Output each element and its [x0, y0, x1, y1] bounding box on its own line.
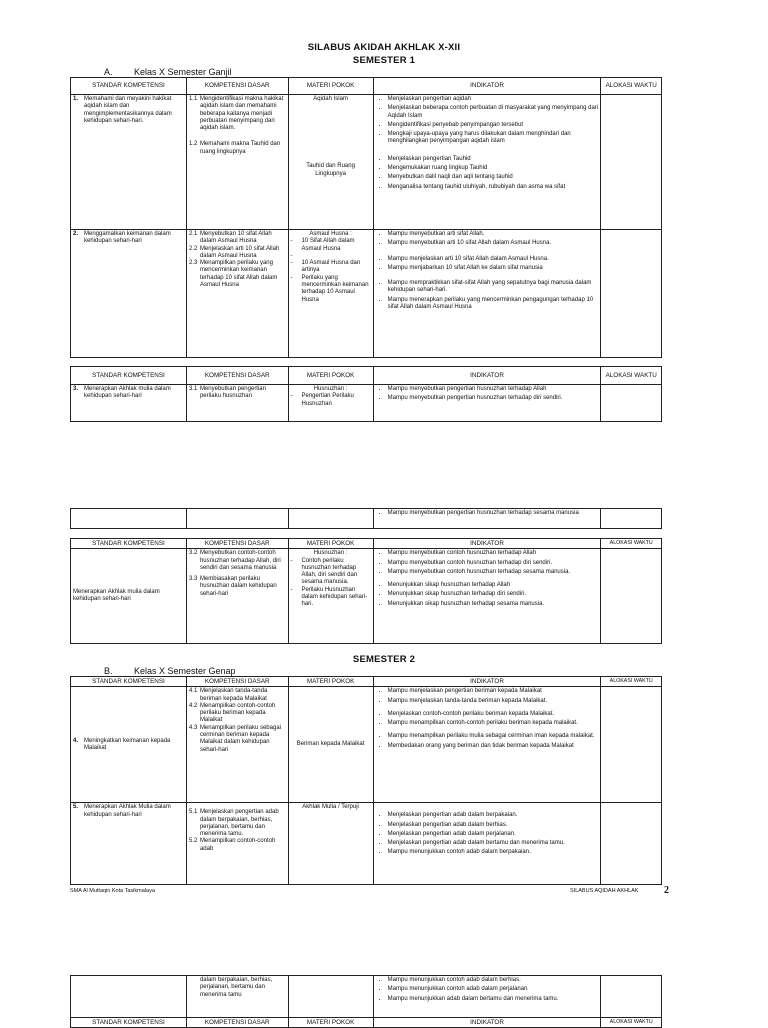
- ind-item: • Mampu menjelaskan tanda-tanda beriman kepada Malaikat.: [388, 698, 599, 705]
- header-kd: KOMPETENSI DASAR: [186, 539, 288, 549]
- ind-item: • Menganalisa tentang tauhid uluhiyah, rububiyah dan asma wa sifat: [388, 184, 599, 191]
- ind-cell: [373, 230, 601, 358]
- ind-item: • Mengidentifikasi penyebab penyimpangan tersebut: [388, 122, 599, 129]
- mp-head: Husnuzhan :: [313, 550, 348, 557]
- aw-cell: [601, 976, 662, 1018]
- header-kd: KOMPETENSI DASAR: [186, 367, 288, 385]
- doc-title: SILABUS AKIDAH AKHLAK X-XII: [307, 42, 461, 53]
- ind-item: • Mampu menyebutkan pengertian husnuzhan terhadap sesama manusia: [388, 510, 599, 517]
- ind-item: • Menjelaskan pengertian adab dalam berhias.: [388, 822, 599, 829]
- kd-text: Mengidentifikasi makna hakikat aqidah islam dan memahami beberapa kaitanya menjadi perbuatan menyimpang dari aqidah islam.: [199, 96, 284, 132]
- kd-text: Menyebutkan pengertian perilaku husnuzhan: [199, 386, 266, 400]
- sk-number: 5.: [73, 804, 79, 811]
- kd-text: dalam berpakaian, berhias, perjalanan, bertamu dan menerima tamu: [199, 977, 273, 998]
- sk-text: Menerapkan Akhlak mulia dalam kehidupan sehari-hari: [84, 386, 171, 400]
- mp-text: Beriman kepada Malaikat: [296, 741, 365, 748]
- ind-item: • Mampu menjelaskan pengertian beriman kepada Malaikat: [388, 688, 599, 695]
- mp-cell: [288, 687, 373, 803]
- kd-number: 1.1: [188, 96, 198, 102]
- table-row: [71, 230, 662, 358]
- section-b: [104, 666, 236, 676]
- header-ind: INDIKATOR: [373, 677, 601, 687]
- ind-item: • Mampu menyebutkan arti 10 sifat Allah dalam Asmaul Husna.: [388, 240, 599, 247]
- header-sk: STANDAR KOMPETENSI: [71, 1018, 187, 1028]
- ind-item: • Mampu menunjukkan contoh adab dalam berhias.: [388, 977, 599, 984]
- ind-item: • Menjelaskan pengertian adab dalam berpakaian.: [388, 812, 599, 819]
- syllabus-table-5: [70, 676, 662, 885]
- header-ind: INDIKATOR: [373, 367, 601, 385]
- kd-number: 2.2: [188, 245, 198, 252]
- section-a: [104, 67, 232, 77]
- kd-cell: [186, 230, 288, 358]
- mp-head: Husnuzhan :: [313, 386, 348, 392]
- semester-1-heading: SEMESTER 1: [352, 55, 416, 66]
- kd-text: Menampilkan contoh-contoh adab: [199, 838, 276, 852]
- ind-item: • Mampu menampilkan perilaku mulia sebagai cerminan iman kepada malaikat.: [388, 733, 599, 740]
- ind-item: • Mampu menampilkan contoh-contoh perilaku beriman kepada malaikat.: [388, 720, 599, 727]
- header-sk: STANDAR KOMPETENSI: [71, 78, 187, 95]
- ind-item: • Mengemukakan ruang lingkup Tauhid: [388, 165, 599, 172]
- sk-text: Menerapkan Akhlak mulia dalam kehidupan sehari-hari: [73, 589, 160, 603]
- header-aw: ALOKASI WAKTU: [601, 539, 662, 549]
- kd-number: 1.2: [188, 141, 198, 148]
- kd-cell: [186, 976, 288, 1018]
- kd-number: 2.1: [188, 231, 198, 237]
- aw-cell: [601, 385, 662, 422]
- sk-cell: [71, 509, 187, 529]
- kd-text: Menampilkan perilaku sebagai cerminan beriman kepada Malaikat dalam kehidupan sehari-hari: [199, 724, 281, 753]
- kd-text: Menyebutkan 10 sifat Allah dalam Asmaul Husna: [199, 231, 272, 245]
- kd-number: 5.1: [188, 809, 198, 816]
- sk-text: Menerapkan Akhlak Mulia dalam kehidupan sehari-hari: [84, 804, 171, 818]
- ind-item: • Menyebutkan dalil naqli dan aqli tentang tauhid: [388, 174, 599, 181]
- section-a-letter: A.: [104, 67, 113, 77]
- section-b-letter: B.: [104, 666, 113, 676]
- kd-text: Menjelaskan tanda-tanda beriman kepada Malaikat: [199, 688, 268, 702]
- mp-cell: [288, 976, 373, 1018]
- ind-cell: [373, 803, 601, 885]
- sk-text: Meningkatkan keimanan kepada Malaikat: [84, 737, 171, 751]
- kd-number: 4.2: [188, 702, 198, 709]
- syllabus-table-2: [70, 366, 662, 422]
- sk-number: 2.: [73, 231, 79, 237]
- sk-cell: [71, 687, 187, 803]
- ind-cell: [373, 509, 601, 529]
- ind-item: • Mampu menyebutkan pengertian husnuzhan terhadap diri sendiri.: [388, 395, 599, 402]
- kd-text: Menyebutkan contoh-contoh husnuzhan terhadap Allah, diri sendiri dan sesama manusia: [199, 550, 281, 571]
- ind-item: • Menjelaskan pengertian Tauhid: [388, 156, 599, 163]
- kd-number: 3.2: [188, 550, 198, 557]
- ind-item: • Menjelaskan beberapa contoh perbuatan di masyarakat yang menyimpang dari Aqidah Islam: [388, 105, 599, 120]
- mp-cell: [288, 95, 373, 230]
- ind-item: • Menjelaskan pengertian adab dalam bertamu dan menerima tamu.: [388, 840, 599, 847]
- page-number: 2: [664, 885, 669, 896]
- ind-item: • Mampu menyebutkan contoh husnuzhan terhadap diri sendiri.: [388, 560, 599, 567]
- ind-item: • Mampu menunjukkan contoh adab dalam perjalanan: [388, 986, 599, 993]
- header-ind: INDIKATOR: [373, 1018, 601, 1028]
- header-ind: INDIKATOR: [373, 78, 601, 95]
- table-row: [71, 803, 662, 885]
- kd-cell: [186, 95, 288, 230]
- sk-cell: [71, 230, 187, 358]
- sk-cell: [71, 803, 187, 885]
- footer-right: SILABUS AQIDAH AKHLAK: [570, 888, 639, 894]
- ind-item: • Menunjukkan sikap husnuzhan terhadap diri sendiri.: [388, 591, 599, 598]
- header-sk: STANDAR KOMPETENSI: [71, 539, 187, 549]
- kd-number: 5.2: [188, 838, 198, 845]
- header-kd: KOMPETENSI DASAR: [186, 677, 288, 687]
- ind-cell: [373, 95, 601, 230]
- table-row: [71, 687, 662, 803]
- ind-item: • Mampu menjabarkan 10 sifat Allah ke dalam sifat manusia: [388, 265, 599, 272]
- aw-cell: [601, 509, 662, 529]
- sk-text: Menggamalkan keimanan dalam kehidupan sehari-hari: [84, 231, 171, 245]
- mp-text: Akhlak Mulia / Terpuji: [302, 804, 359, 811]
- table-row: [71, 385, 662, 422]
- header-kd: KOMPETENSI DASAR: [186, 78, 288, 95]
- header-kd: KOMPETENSI DASAR: [186, 1018, 288, 1028]
- mp-cell: Husnuzhan : - Pengertian Perilaku Husnuzhan: [288, 385, 373, 422]
- kd-text: Menampilkan contoh-contoh perilaku beriman kepada Malaikat: [199, 702, 276, 724]
- mp-cell: [288, 803, 373, 885]
- syllabus-table-6: [70, 975, 662, 1028]
- ind-item: • Menjelaskan pengertian aqidah: [388, 96, 599, 103]
- sk-text: Memahami dan meyakini hakikat aqidah islam dan mengimplementasikannya dalam kehidupan sehari-hari.: [84, 96, 172, 124]
- ind-item: • Mampu mempraktikkan sifat-sifat Allah yang sepatutnya bagi manusia dalam kehidupan sehari-hari.: [388, 280, 599, 295]
- table-row: [71, 976, 662, 1018]
- sk-number: 1.: [73, 96, 79, 102]
- ind-item: • Mampu menyebutkan pengertian husnuzhan terhadap Allah: [388, 386, 599, 393]
- ind-item: • Mampu menunjukkan adab dalam bertamu dan menerima tamu.: [388, 996, 599, 1003]
- table-header-row: [71, 1018, 662, 1028]
- aw-cell: [601, 803, 662, 885]
- ind-item: • Mengkaji upaya-upaya yang harus dilakukan dalam menghindari dan menghilangkan penyimpangan aqidah islam: [388, 131, 599, 146]
- ind-item: • Mampu menyebutkan arti sifat Allah.: [388, 231, 599, 238]
- kd-cell: [186, 549, 288, 644]
- ind-item: • Mampu menjelaskan arti 10 sifat Allah dalam Asmaul Husna.: [388, 256, 599, 263]
- footer-left: SMA Al Muttaqin Kota Tasikmalaya: [70, 888, 155, 894]
- header-mp: MATERI POKOK: [288, 677, 373, 687]
- sk-cell: [71, 385, 187, 422]
- header-aw: ALOKASI WAKTU: [601, 367, 662, 385]
- header-aw: ALOKASI WAKTU: [601, 1018, 662, 1028]
- mp-item: 10 Asmaul Husna dan artinya: [301, 260, 361, 274]
- kd-number: 3.3: [188, 576, 198, 583]
- table-row: [71, 95, 662, 230]
- sk-number: 3.: [73, 386, 79, 392]
- table-row: [71, 549, 662, 644]
- kd-text: Memahami makna Tauhid dan ruang lingkupnya: [199, 141, 281, 155]
- ind-item: • Mampu menunjukkan contoh adab dalam berpakaian.: [388, 849, 599, 856]
- syllabus-table-1: [70, 77, 662, 358]
- sk-cell: [71, 95, 187, 230]
- kd-number: 4.3: [188, 724, 198, 731]
- ind-cell: [373, 385, 601, 422]
- header-aw: ALOKASI WAKTU: [601, 78, 662, 95]
- syllabus-table-4: [70, 538, 662, 644]
- mp-cell: Husnuzhan : - Contoh perilaku husnuzhan terhadap Allah, diri sendiri dan sesama manusia. - Perilaku Husnuzhan dalam kehidupan sehari-hari.: [288, 549, 373, 644]
- kd-text: Menjelaskan pengertian adab dalam berpakaian, berhias, perjalanan, bertamu dan menerima tamu.: [199, 809, 279, 838]
- kd-cell: [186, 509, 288, 529]
- sk-cell: [71, 976, 187, 1018]
- header-mp: MATERI POKOK: [288, 1018, 373, 1028]
- mp-item: Contoh perilaku husnuzhan terhadap Allah, diri sendiri dan sesama manusia.: [301, 557, 358, 586]
- kd-number: 3.1: [188, 386, 198, 392]
- kd-number: 4.1: [188, 688, 198, 695]
- ind-item: • Menunjukkan sikap husnuzhan terhadap sesama manusia.: [388, 601, 599, 608]
- mp-text: Tauhid dan Ruang Lingkupnya: [306, 163, 355, 177]
- ind-cell: [373, 976, 601, 1018]
- table-row: [71, 509, 662, 529]
- mp-item: Pengertian Perilaku Husnuzhan: [301, 393, 354, 407]
- ind-item: • Membedakan orang yang beriman dan tidak beriman kepada Malaikat: [388, 743, 599, 750]
- mp-cell: [288, 509, 373, 529]
- sk-cell: [71, 549, 187, 644]
- header-mp: MATERI POKOK: [288, 367, 373, 385]
- ind-item: • Mampu menyebutkan contoh husnuzhan terhadap sesama manusia.: [388, 569, 599, 576]
- table-header-row: [71, 78, 662, 95]
- header-mp: MATERI POKOK: [288, 539, 373, 549]
- mp-text: Aqidah Islam: [313, 96, 348, 102]
- table-header-row: [71, 677, 662, 687]
- kd-cell: [186, 687, 288, 803]
- ind-cell: [373, 687, 601, 803]
- kd-text: Menjelaskan arti 10 sifat Allah dalam Asmaul Husna: [199, 245, 280, 259]
- header-mp: MATERI POKOK: [288, 78, 373, 95]
- mp-item: Perilaku Husnuzhan dalam kehidupan sehari-hari.: [301, 586, 368, 608]
- table-header-row: [71, 367, 662, 385]
- ind-item: • Mampu menerapkan perilaku yang mencerminkan pengagungan terhadap 10 sifat Allah dalam Asmaul Husna: [388, 297, 599, 312]
- ind-cell: [373, 549, 601, 644]
- ind-item: • Mampu menyebutkan contoh husnuzhan terhadap Allah: [388, 550, 599, 557]
- mp-item: 10 Sifat Allah dalam Asmaul Husna: [301, 238, 355, 252]
- kd-text: Menampilkan perilaku yang mencerminkan keimanan terhadap 10 sifat Allah dalam Asmaul Husna: [199, 260, 278, 289]
- header-ind: INDIKATOR: [373, 539, 601, 549]
- kd-text: Membiasakan perilaku husnuzhan dalam kehidupan sehari-hari: [199, 576, 277, 597]
- syllabus-table-3: [70, 508, 662, 529]
- kd-cell: [186, 803, 288, 885]
- aw-cell: [601, 230, 662, 358]
- ind-item: • Menjelaskan pengertian adab dalam perjalanan.: [388, 831, 599, 838]
- ind-item: • Menjelaskan contoh-contoh perilaku beriman kepada Malaikat.: [388, 711, 599, 718]
- aw-cell: [601, 95, 662, 230]
- header-sk: STANDAR KOMPETENSI: [71, 677, 187, 687]
- semester-2-heading: SEMESTER 2: [352, 654, 416, 665]
- aw-cell: [601, 549, 662, 644]
- aw-cell: [601, 687, 662, 803]
- kd-number: 2.3: [188, 260, 198, 267]
- sk-number: 4.: [73, 737, 79, 744]
- ind-item: • Menunjukkan sikap husnuzhan terhadap Allah: [388, 582, 599, 589]
- table-header-row: [71, 539, 662, 549]
- kd-cell: [186, 385, 288, 422]
- section-b-text: Kelas X Semester Genap: [134, 666, 236, 676]
- section-a-text: Kelas X Semester Ganjil: [134, 67, 232, 77]
- mp-cell: Asmaul Husna : - 10 Sifat Allah dalam Asmaul Husna - - 10 Asmaul Husna dan artinya - Perilaku yang mencerminkan keimanan terhadap 10 Asmaul Husna: [288, 230, 373, 358]
- header-aw: ALOKASI WAKTU: [601, 677, 662, 687]
- mp-head: Asmaul Husna :: [309, 231, 352, 237]
- header-sk: STANDAR KOMPETENSI: [71, 367, 187, 385]
- mp-item: Perilaku yang mencerminkan keimanan terhadap 10 Asmaul Husna: [301, 274, 369, 303]
